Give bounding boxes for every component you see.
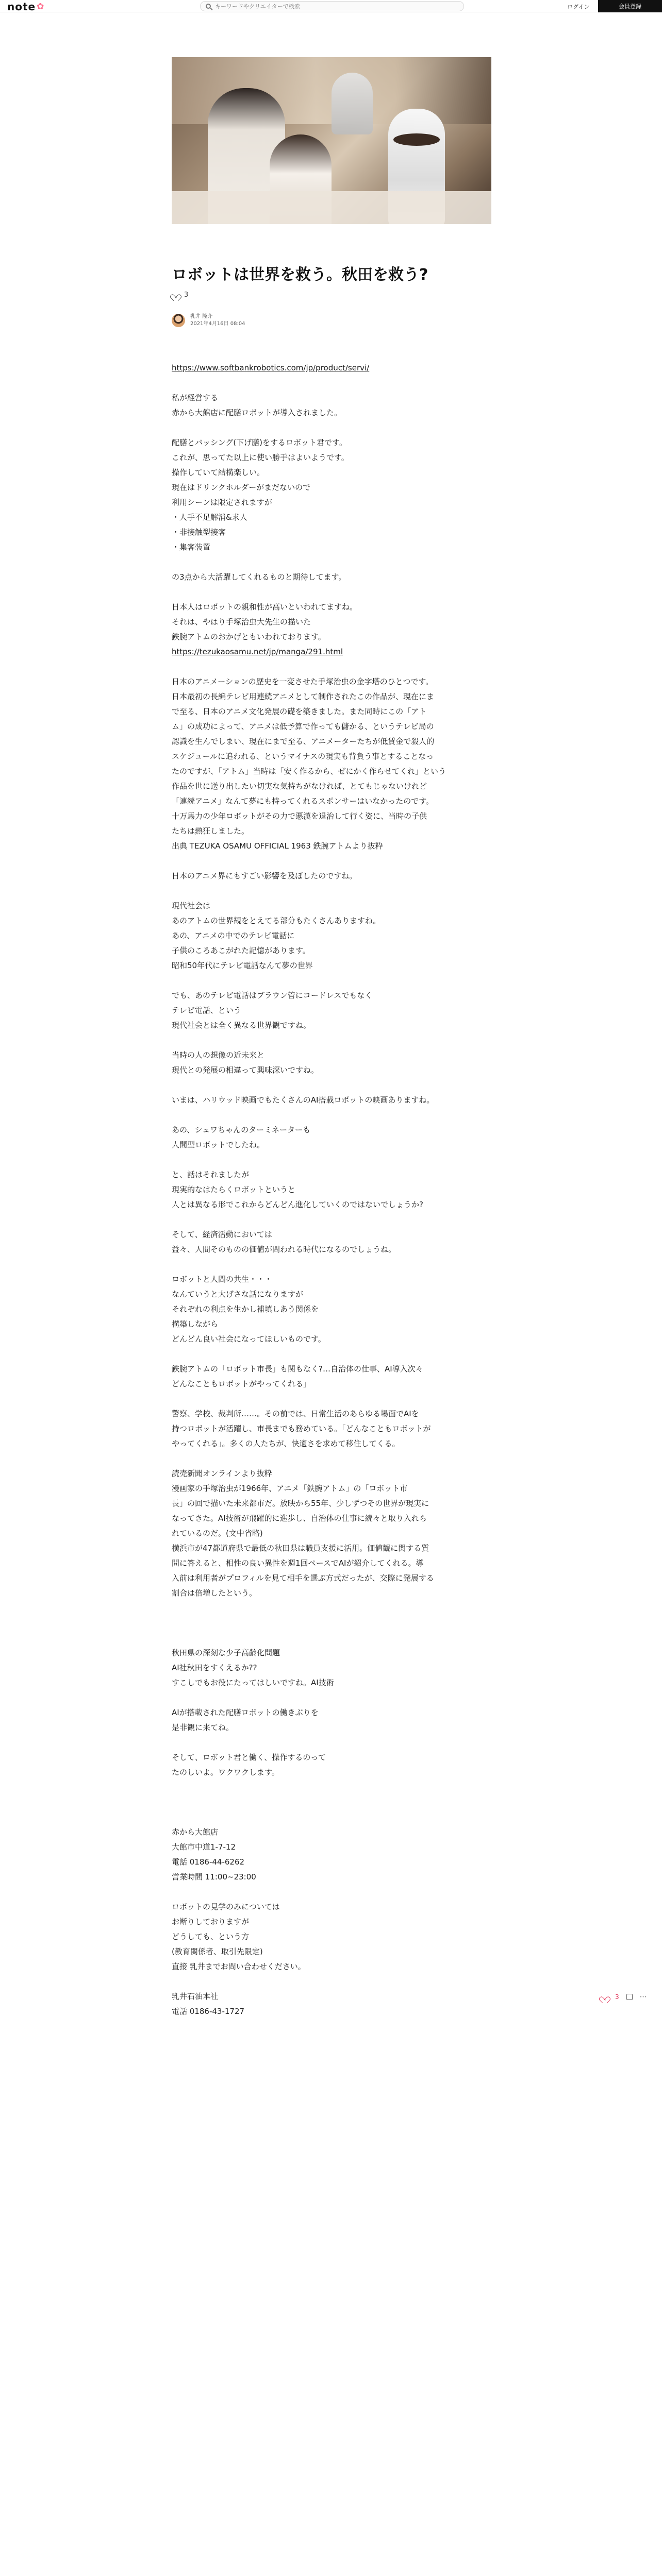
- article-body: [172, 361, 491, 2034]
- article-line: 出典 TEZUKA OSAMU OFFICIAL 1963 鉄腕アトムより抜粋: [172, 841, 383, 851]
- article-line: ・非接触型接客: [172, 528, 226, 537]
- article-paragraph: [172, 1227, 491, 1257]
- article-line: なってきた。AI技術が飛躍的に進歩し、自治体の仕事に続々と取り入れら: [172, 1514, 427, 1523]
- like-count: 3: [184, 291, 189, 299]
- article-line: 赤から大館店: [172, 1827, 219, 1837]
- article-line: と、話はそれましたが: [172, 1170, 250, 1179]
- article-line: 操作していて結構楽しい。: [172, 468, 265, 477]
- article-line: 漫画家の手塚治虫が1966年、アニメ「鉄腕アトム」の「ロボット市: [172, 1484, 408, 1493]
- article-line: 日本最初の長編テレビ用連続アニメとして制作されたこの作品が、現在にま: [172, 692, 434, 701]
- article-line: 入前は利用者がプロフィルを見て相手を選ぶ方式だったが、交際に発展する: [172, 1573, 434, 1583]
- article-line: 配膳とバッシング(下げ膳)をするロボット君です。: [172, 438, 347, 447]
- article-line: 現実的なはたらくロボットというと: [172, 1185, 296, 1194]
- author-name[interactable]: 乳井 隆介: [190, 314, 213, 319]
- article-line: ム」の成功によって、アニメは低予算で作っても儲かる、というテレビ局の: [172, 722, 434, 731]
- article-paragraph: [172, 600, 491, 659]
- article-line: どうしても、という方: [172, 1932, 250, 1941]
- article-line: ・人手不足解消&求人: [172, 513, 247, 522]
- article-line: そして、経済活動においては: [172, 1230, 272, 1239]
- side-heart-icon[interactable]: [601, 1994, 608, 2001]
- article-paragraph: [172, 1825, 491, 1885]
- article-line: 問に答えると、相性の良い異性を週1回ペースでAIが紹介してくれる。導: [172, 1558, 424, 1568]
- article-paragraph: [172, 869, 491, 884]
- article-paragraph: [172, 1123, 491, 1153]
- article-line: やってくれる」。多くの人たちが、快適さを求めて移住してくる。: [172, 1439, 400, 1448]
- side-like-count: 3: [615, 1993, 619, 2001]
- register-button[interactable]: 会員登録: [598, 0, 662, 12]
- search-bar[interactable]: [200, 1, 464, 11]
- article-line: 作品を世に送り出したい切実な気持ちがなければ、とてもじゃないけれど: [172, 782, 427, 791]
- share-icon[interactable]: [626, 1994, 633, 2000]
- article-line: 日本人はロボットの親和性が高いといわれてますね。: [172, 602, 358, 612]
- article-line: 現代との発展の相違って興味深いですね。: [172, 1065, 319, 1075]
- article-paragraph: [172, 1750, 491, 1780]
- article-paragraph: [172, 899, 491, 973]
- article-line: いまは、ハリウッド映画でもたくさんのAI搭載ロボットの映画ありますね。: [172, 1095, 435, 1105]
- article-line: 赤から大館店に配膳ロボットが導入されました。: [172, 408, 342, 417]
- article-line: 日本のアニメ界にもすごい影響を及ぼしたのですね。: [172, 871, 357, 880]
- flower-icon: ✿: [37, 2, 45, 12]
- article-line: 益々、人間そのものの価値が問われる時代になるのでしょうね。: [172, 1245, 396, 1254]
- article-line: なんていうと大げさな話になりますが: [172, 1290, 304, 1299]
- article-paragraph: [172, 1646, 491, 1690]
- article-line: の3点から大活躍してくれるものと期待してます。: [172, 572, 346, 582]
- article-paragraph: [172, 1093, 491, 1108]
- article-line: 現代社会とは全く異なる世界観ですね。: [172, 1021, 311, 1030]
- article-paragraph: [172, 988, 491, 1033]
- article-line: 人とは異なる形でこれからどんどん進化していくのではないでしょうか?: [172, 1200, 423, 1209]
- article-line: お断りしておりますが: [172, 1917, 250, 1926]
- article-paragraph: [172, 570, 491, 585]
- article-line: 鉄腕アトムのおかげともいわれております。: [172, 632, 326, 641]
- article-line: 現在はドリンクホルダーがまだないので: [172, 483, 311, 492]
- article-paragraph: [172, 1048, 491, 1078]
- article-line: 割合は倍増したという。: [172, 1588, 257, 1598]
- article-line: 子供のころあこがれた記憶があります。: [172, 946, 310, 955]
- article-line: 電話 0186-44-6262: [172, 1857, 245, 1867]
- article-line: これが、思ってた以上に使い勝手はよいようです。: [172, 453, 349, 462]
- article-line: どんなこともロボットがやってくれる」: [172, 1379, 311, 1388]
- article-line: 直接 乳井までお問い合わせください。: [172, 1962, 306, 1971]
- publish-date: 2021年4月16日 08:04: [190, 321, 245, 327]
- article-line: 当時の人の想像の近未来と: [172, 1050, 265, 1060]
- article-line: 秋田県の深刻な少子高齢化問題: [172, 1648, 280, 1657]
- article-line: 警察、学校、裁判所……。その前では、日常生活のあらゆる場面でAIを: [172, 1409, 419, 1418]
- article-line: れているのだ。(文中省略): [172, 1529, 263, 1538]
- article-line: たのしいよ。ワクワクします。: [172, 1768, 279, 1777]
- hero-image: [172, 57, 491, 224]
- heart-icon[interactable]: [172, 292, 179, 298]
- article-line: 日本のアニメーションの歴史を一変させた手塚治虫の金字塔のひとつです。: [172, 677, 434, 686]
- article-line: 人間型ロボットでしたね。: [172, 1140, 265, 1149]
- article-line: 営業時間 11:00~23:00: [172, 1872, 256, 1882]
- article-paragraph: [172, 1167, 491, 1212]
- article-line: 構築しながら: [172, 1319, 219, 1329]
- article-paragraph: [172, 1272, 491, 1347]
- article-line: で至る、日本のアニメ文化発展の礎を築きました。また同時にこの「アト: [172, 707, 427, 716]
- article-line: 是非観に来てね。: [172, 1723, 234, 1732]
- article-line: 昭和50年代にテレビ電話なんて夢の世界: [172, 961, 313, 970]
- article-paragraph: [172, 1466, 491, 1601]
- article-line: たのですが、「アトム」当時は「安く作るから、ぜにかく作らせてくれ」という: [172, 767, 446, 776]
- top-bar: [0, 0, 662, 12]
- article-line: (教育関係者、取引先限定): [172, 1947, 263, 1956]
- article-line: 認識を生んでしまい、現在にまで至る、アニメーターたちが低賃金で殺人的: [172, 737, 435, 746]
- article-line: 乳井石油本社: [172, 1992, 219, 2001]
- article-paragraph: [172, 674, 491, 854]
- note-logo[interactable]: [7, 1, 44, 13]
- article-line: あの、アニメの中でのテレビ電話に: [172, 931, 295, 940]
- article-line: 大館市中道1-7-12: [172, 1842, 236, 1852]
- article-paragraph: [172, 435, 491, 555]
- article-paragraph: [172, 1406, 491, 1451]
- article-link[interactable]: https://www.softbankrobotics.com/jp/product/servi/: [172, 363, 370, 372]
- article-line: たちは熱狂しました。: [172, 826, 250, 836]
- article-line: 私が経営する: [172, 393, 219, 402]
- article-line: 利用シーンは限定されますが: [172, 498, 272, 507]
- more-dots-icon[interactable]: ⋯: [639, 1993, 647, 2001]
- avatar[interactable]: [172, 314, 185, 327]
- article-line: 持つロボットが活躍し、市長までも務めている。「どんなこともロボットが: [172, 1424, 431, 1433]
- article-line: ・集客装置: [172, 543, 211, 552]
- article-line: 長」の回で描いた未来都市だ。放映から55年、少しずつその世界が現実に: [172, 1499, 429, 1508]
- author-row: [172, 313, 245, 328]
- article-paragraph: [172, 1616, 491, 1631]
- article-line: それは、やはり手塚治虫大先生の描いた: [172, 617, 311, 626]
- article-paragraph: [172, 1362, 491, 1392]
- search-icon: [206, 4, 211, 9]
- article-line: 十万馬力の少年ロボットがその力で悪漢を退治して行く姿に、当時の子供: [172, 811, 427, 821]
- article-line: ロボットと人間の共生・・・: [172, 1275, 273, 1284]
- article-line: でも、あのテレビ電話はブラウン管にコードレスでもなく: [172, 991, 373, 1000]
- article-line: 現代社会は: [172, 901, 211, 910]
- search-input[interactable]: [215, 3, 452, 10]
- article-paragraph: [172, 361, 491, 376]
- article-line: どんどん良い社会になってほしいものです。: [172, 1334, 326, 1344]
- login-link[interactable]: ログイン: [567, 4, 590, 10]
- article-line: ロボットの見学のみについては: [172, 1902, 280, 1911]
- article-line: 「連続アニメ」なんて夢にも持ってくれるスポンサーはいなかったのです。: [172, 796, 434, 806]
- logo-text: note: [7, 1, 36, 13]
- article-line: あのアトムの世界観をとえてる部分もたくさんありますね。: [172, 916, 381, 925]
- side-actions: [601, 1993, 647, 2001]
- article-line: AI社秋田をすくえるか??: [172, 1663, 257, 1672]
- article-paragraph: [172, 1795, 491, 1810]
- title-like-row: [172, 291, 188, 299]
- article-line: あの、シュワちゃんのターミネーターも: [172, 1125, 311, 1134]
- article-line: すこしでもお役にたってはしいですね。AI技術: [172, 1678, 334, 1687]
- article-line: 横浜市が47都道府県で最低の秋田県は職員支援に活用。価値観に関する質: [172, 1544, 429, 1553]
- article-paragraph: [172, 1705, 491, 1735]
- article-line: それぞれの利点を生かし補填しあう関係を: [172, 1304, 319, 1314]
- article-line: そして、ロボット君と働く、操作するのって: [172, 1753, 326, 1762]
- article-line: スケジュールに追われる、というマイナスの現実も背負う事とすることなっ: [172, 752, 434, 761]
- article-paragraph: [172, 1900, 491, 1974]
- article-paragraph: [172, 391, 491, 420]
- article-line: AIが搭載された配膳ロボットの働きぶりを: [172, 1708, 319, 1717]
- article-title: ロボットは世界を救う。秋田を救う?: [172, 266, 428, 284]
- article-line: 読売新聞オンラインより抜粋: [172, 1469, 272, 1478]
- article-line: 鉄腕アトムの「ロボット市長」も関もなく?…自治体の仕事、AI導入次々: [172, 1364, 423, 1374]
- article-line: 電話 0186-43-1727: [172, 2007, 245, 2016]
- article-link[interactable]: https://tezukaosamu.net/jp/manga/291.html: [172, 647, 343, 656]
- article-line: テレビ電話、という: [172, 1006, 241, 1015]
- article-paragraph: [172, 1989, 491, 2019]
